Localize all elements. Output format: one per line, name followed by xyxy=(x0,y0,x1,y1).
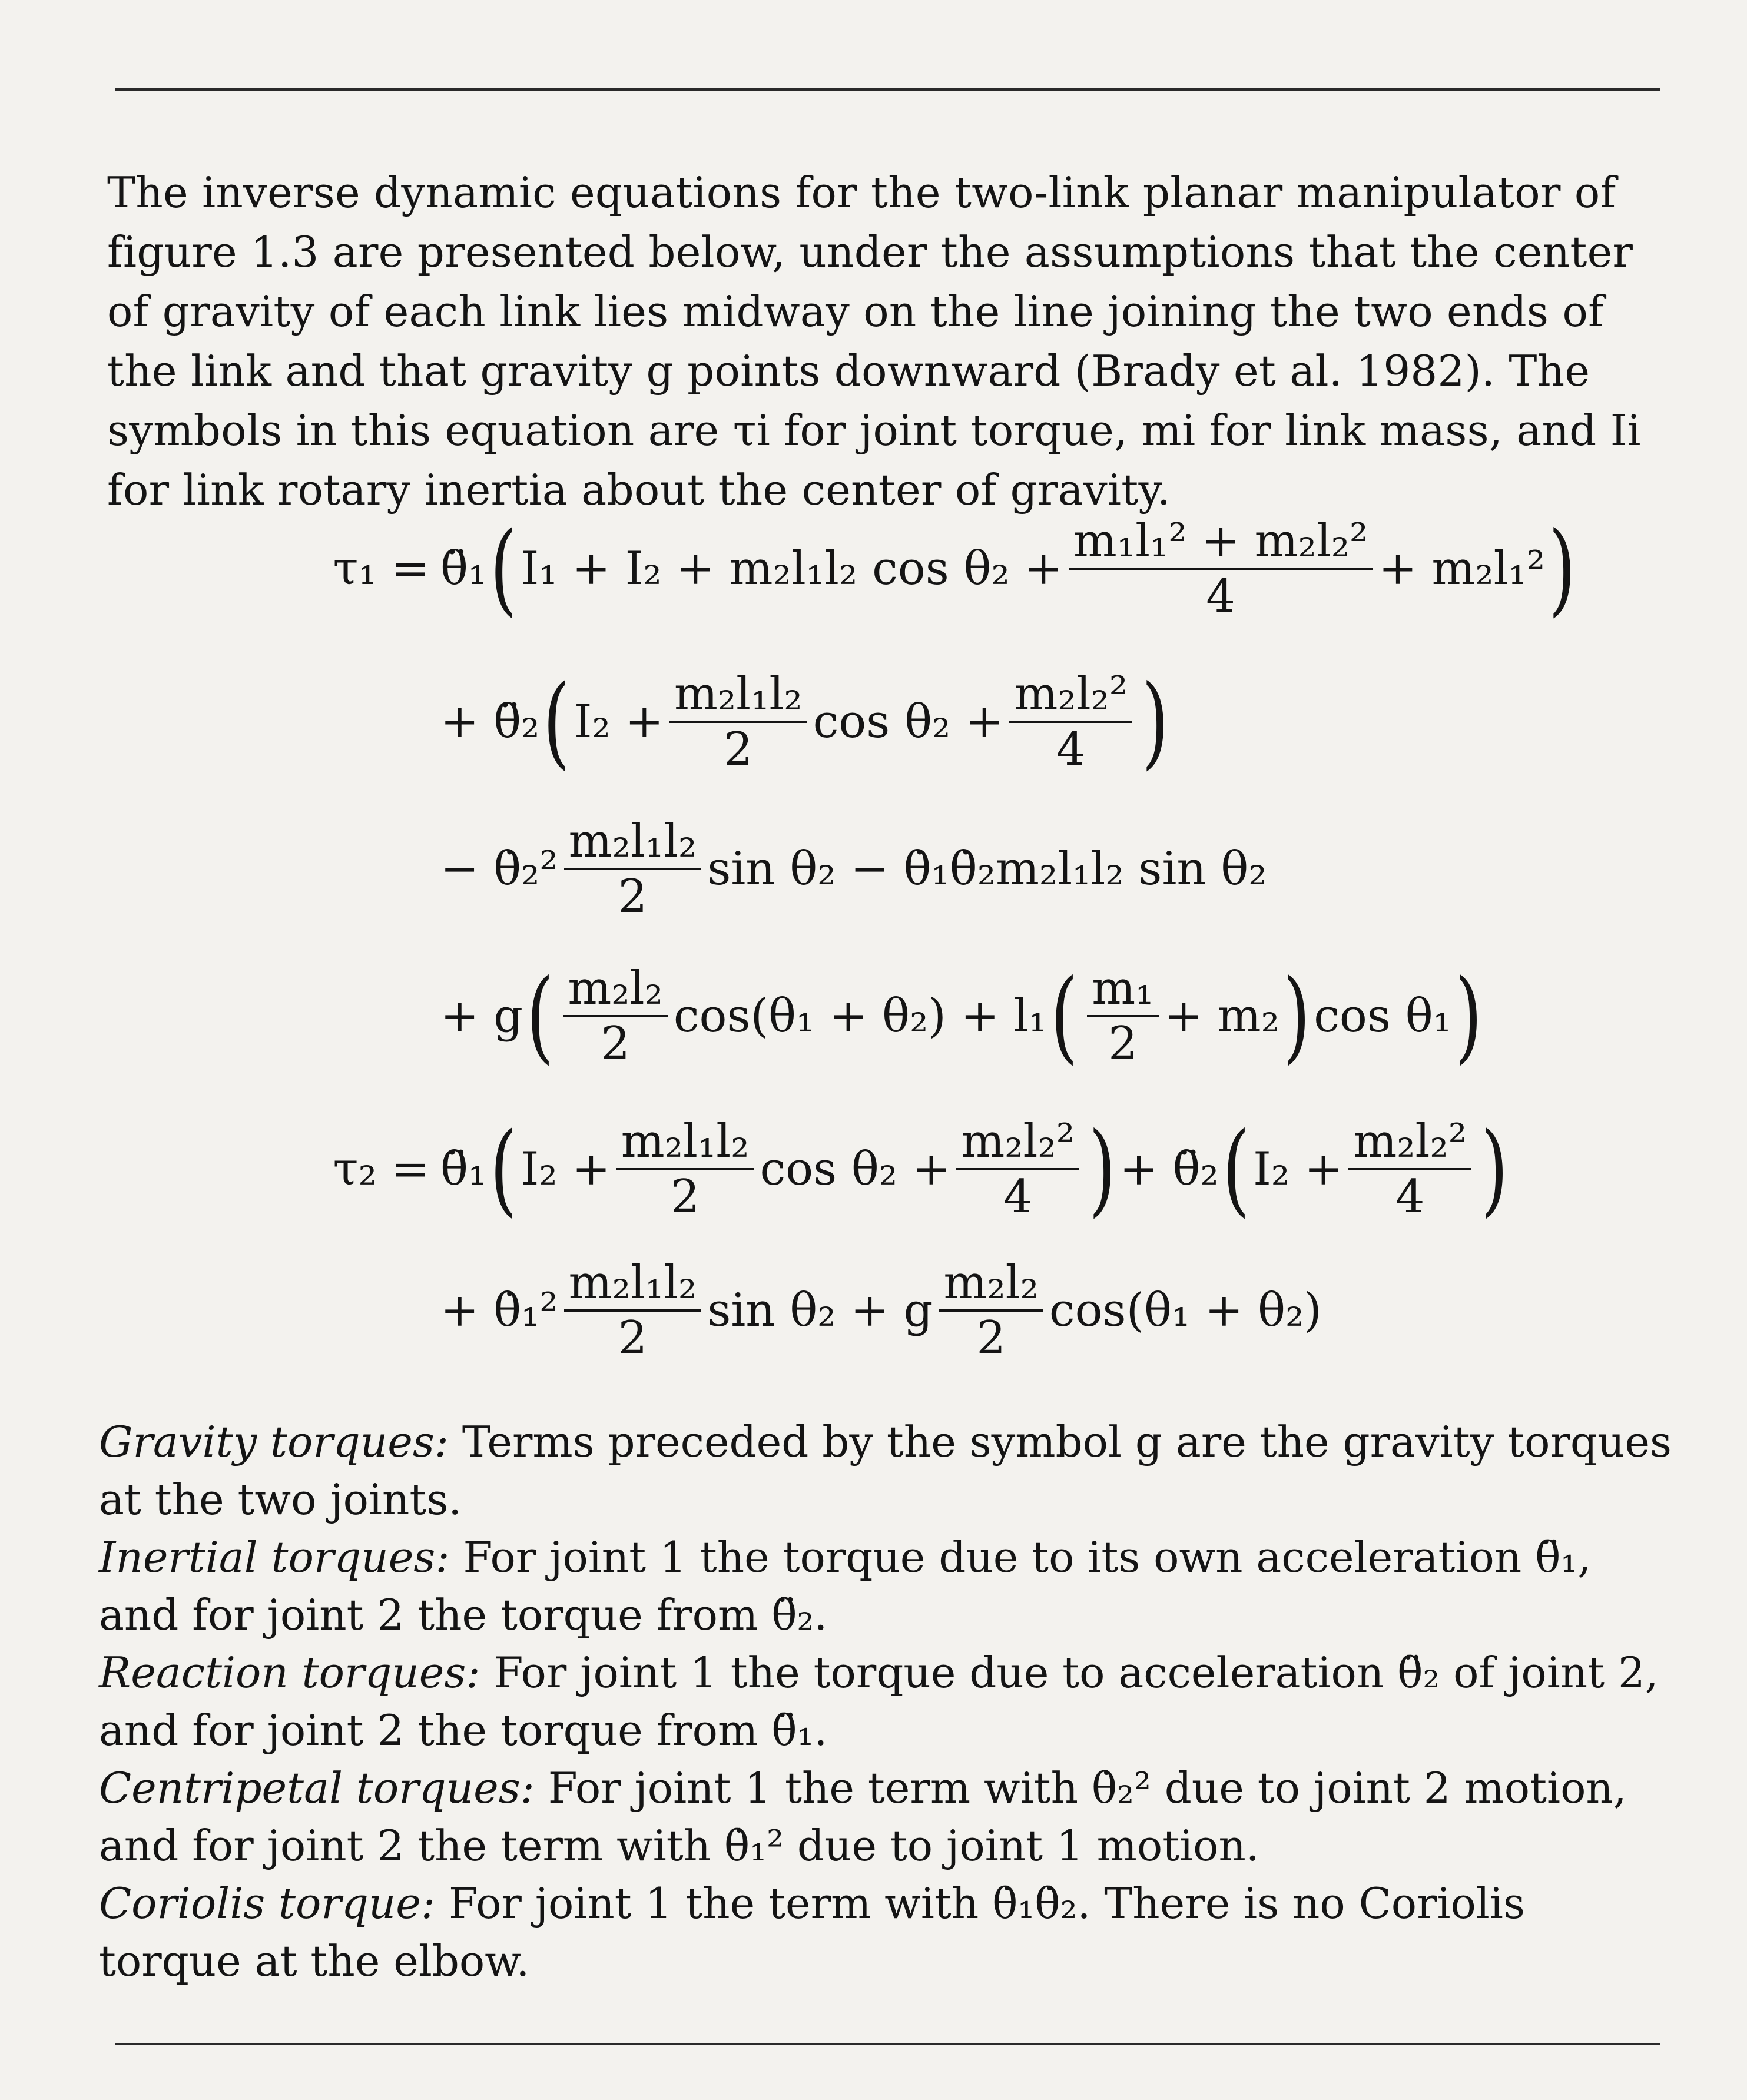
equation-line-4 xyxy=(135,958,1486,1074)
paren-close: ) xyxy=(1480,1111,1509,1228)
denominator: 2 xyxy=(618,1312,648,1365)
term: + θ̇₁² xyxy=(440,1284,558,1337)
paren-open: ( xyxy=(490,1111,518,1228)
bottom-rule xyxy=(115,2043,1660,2045)
term: I₂ + xyxy=(1253,1143,1343,1196)
note-gravity xyxy=(99,1413,1677,1528)
term: + m₂ xyxy=(1164,990,1279,1043)
note-term: Gravity torques: xyxy=(99,1417,449,1467)
term: I₁ + I₂ + m₂l₁l₂ cos θ₂ + xyxy=(521,542,1063,595)
term: I₂ + xyxy=(574,695,664,748)
note-reaction xyxy=(99,1644,1677,1759)
note-text: For joint 1 the torque due to acceleration θ̈₂ of joint 2, and for joint 2 the torque from θ̈₁. xyxy=(99,1648,1659,1755)
paren-open: ( xyxy=(526,958,554,1074)
fraction xyxy=(564,815,702,923)
numerator: m₂l₂² xyxy=(1348,1119,1471,1170)
term: + θ̈₂ xyxy=(1119,1143,1219,1196)
numerator: m₂l₂ xyxy=(939,1260,1043,1312)
note-text: For joint 1 the term with θ̇₁θ̇₂. There is no Coriolis torque at the elbow. xyxy=(99,1879,1525,1986)
paren-close: ) xyxy=(1549,510,1576,627)
equation-line-2 xyxy=(135,663,1173,780)
note-coriolis xyxy=(99,1875,1677,1990)
fraction xyxy=(669,668,807,776)
paren-open: ( xyxy=(543,663,571,780)
fraction xyxy=(956,1115,1079,1223)
paren-open: ( xyxy=(1050,958,1078,1074)
paren-close: ) xyxy=(1454,958,1483,1074)
term: θ̈₁ xyxy=(440,1143,487,1196)
equation-line-6 xyxy=(135,1256,1322,1365)
term: θ̈₁ xyxy=(440,542,487,595)
denominator: 2 xyxy=(601,1017,630,1070)
paren-open: ( xyxy=(490,510,518,627)
fraction xyxy=(1087,962,1158,1070)
equation-line-5 xyxy=(135,1111,1511,1228)
numerator: m₂l₂ xyxy=(563,966,667,1017)
fraction xyxy=(563,962,667,1070)
numerator: m₁ xyxy=(1087,966,1158,1017)
term: cos(θ₁ + θ₂) + l₁ xyxy=(673,990,1047,1043)
fraction xyxy=(1348,1115,1471,1223)
paren-close: ) xyxy=(1142,663,1169,780)
tau1-lhs: τ₁ = xyxy=(333,542,430,595)
denominator: 2 xyxy=(976,1312,1006,1365)
paren-close: ) xyxy=(1282,958,1311,1074)
numerator: m₂l₁l₂ xyxy=(564,818,702,870)
note-term: Centripetal torques: xyxy=(99,1763,535,1813)
term: cos θ₂ + xyxy=(760,1143,951,1196)
term: cos θ₂ + xyxy=(813,695,1004,748)
note-text: For joint 1 the term with θ̇₂² due to joint 2 motion, and for joint 2 the term with θ̇₁² due to joint 1 motion. xyxy=(99,1763,1627,1870)
torque-notes xyxy=(99,1413,1677,1990)
fraction xyxy=(1009,668,1132,776)
numerator: m₂l₁l₂ xyxy=(616,1119,754,1170)
denominator: 2 xyxy=(670,1170,700,1223)
numerator: m₁l₁² + m₂l₂² xyxy=(1069,518,1373,570)
term: + m₂l₁² xyxy=(1378,542,1546,595)
denominator: 4 xyxy=(1056,723,1086,776)
note-text: For joint 1 the torque due to its own acceleration θ̈₁, and for joint 2 the torque from θ̈₂. xyxy=(99,1532,1592,1640)
denominator: 4 xyxy=(1003,1170,1033,1223)
paren-close: ) xyxy=(1088,1111,1116,1228)
numerator: m₂l₂² xyxy=(1009,671,1132,723)
denominator: 4 xyxy=(1206,570,1235,623)
term: sin θ₂ + g xyxy=(707,1284,933,1337)
term: + θ̈₂ xyxy=(440,695,540,748)
top-rule xyxy=(115,88,1660,91)
fraction xyxy=(939,1256,1043,1365)
numerator: m₂l₁l₂ xyxy=(564,1260,702,1312)
note-text: Terms preceded by the symbol g are the gravity torques at the two joints. xyxy=(99,1417,1672,1524)
denominator: 2 xyxy=(618,870,648,923)
fraction xyxy=(1069,515,1373,623)
term: − θ̇₂² xyxy=(440,842,558,895)
equation-line-3 xyxy=(135,815,1267,923)
note-term: Reaction torques: xyxy=(99,1648,480,1697)
term: I₂ + xyxy=(521,1143,611,1196)
term: cos(θ₁ + θ₂) xyxy=(1049,1284,1322,1337)
numerator: m₂l₂² xyxy=(956,1119,1079,1170)
denominator: 2 xyxy=(723,723,753,776)
intro-paragraph: The inverse dynamic equations for the two-link planar manipulator of figure 1.3 are presented below, under the assumptions that the center of gravity of each link lies midway on the line joining the two ends of the link and that gravity g points downward (Brady et al. 1982). The symbols in this equation are τi for joint torque, mi for link mass, and Ii for link rotary inertia about the center of gravity. xyxy=(107,168,1641,515)
denominator: 2 xyxy=(1108,1017,1138,1070)
equation-line-1 xyxy=(135,510,1580,627)
tau2-lhs: τ₂ = xyxy=(333,1143,430,1196)
note-term: Inertial torques: xyxy=(99,1532,450,1582)
numerator: m₂l₁l₂ xyxy=(669,671,807,723)
paren-open: ( xyxy=(1222,1111,1250,1228)
term: + g xyxy=(440,990,523,1043)
denominator: 4 xyxy=(1395,1170,1425,1223)
note-term: Coriolis torque: xyxy=(99,1879,436,1928)
fraction xyxy=(616,1115,754,1223)
note-centripetal xyxy=(99,1759,1677,1875)
term: cos θ₁ xyxy=(1314,990,1451,1043)
term: sin θ₂ − θ̇₁θ̇₂m₂l₁l₂ sin θ₂ xyxy=(707,842,1267,895)
fraction xyxy=(564,1256,702,1365)
note-inertial xyxy=(99,1528,1677,1644)
